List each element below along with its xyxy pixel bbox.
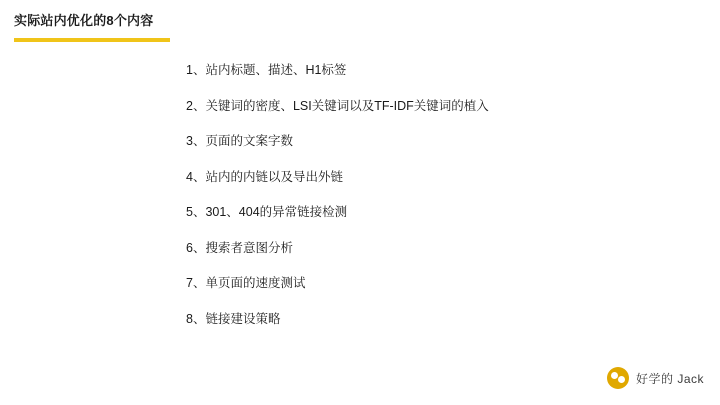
footer-brand xyxy=(607,367,704,389)
list-item xyxy=(186,240,686,257)
title-underline-accent xyxy=(14,38,170,42)
list-item-label: 搜索者意图分析 xyxy=(205,240,293,255)
list-item-number: 6、 xyxy=(186,240,206,255)
list-item-label: 关键词的密度、LSI关键词以及TF-IDF关键词的植入 xyxy=(205,98,489,113)
list-item-number: 4、 xyxy=(186,169,206,184)
list-item xyxy=(186,311,686,328)
list-item xyxy=(186,98,686,115)
slide-title-block xyxy=(14,12,170,42)
brand-name-label: 好学的 Jack xyxy=(635,371,704,386)
list-item-label: 页面的文案字数 xyxy=(205,134,293,148)
list-item xyxy=(186,204,686,221)
list-item-label: 单页面的速度测试 xyxy=(205,276,306,290)
list-item-number: 8、 xyxy=(186,311,206,326)
list-item-number: 1、 xyxy=(186,63,206,77)
brand-logo-icon xyxy=(607,367,629,389)
list-item-number: 5、 xyxy=(186,205,206,219)
list-item xyxy=(186,275,686,292)
list-item-label: 站内标题、描述、H1标签 xyxy=(205,63,347,77)
list-item xyxy=(186,133,686,150)
content-list xyxy=(186,62,686,346)
list-item-number: 7、 xyxy=(186,276,206,290)
list-item-label: 链接建设策略 xyxy=(205,311,281,326)
list-item-number: 3、 xyxy=(186,134,206,148)
list-item-label: 301、404的异常链接检测 xyxy=(205,205,348,219)
list-item-number: 2、 xyxy=(186,98,206,113)
list-item-label: 站内的内链以及导出外链 xyxy=(205,169,343,184)
list-item xyxy=(186,169,686,186)
page-title: 实际站内优化的8个内容 xyxy=(14,13,154,28)
list-item xyxy=(186,62,686,79)
